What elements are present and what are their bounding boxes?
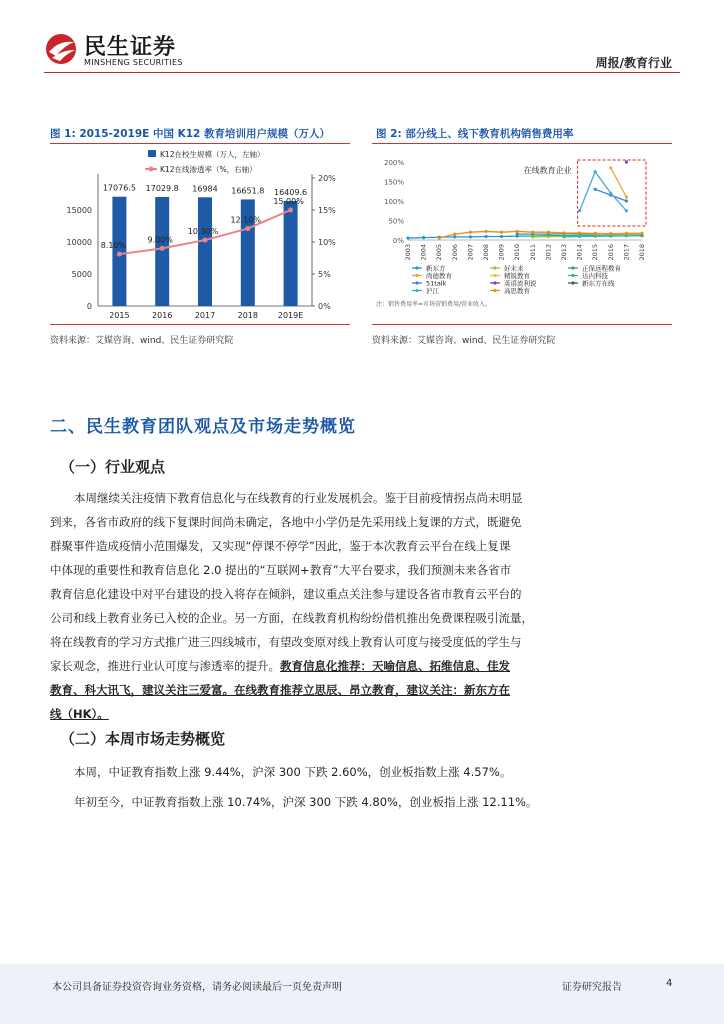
logo-subtext: MINSHENG SECURITIES	[84, 58, 183, 67]
footer-report-type: 证券研究报告	[562, 982, 622, 993]
section-title: 二、民生教育团队观点及市场走势概览	[50, 417, 356, 437]
x-tick-label: 2015	[109, 311, 130, 320]
y-tick-label: 100%	[383, 198, 404, 206]
series-point	[578, 235, 581, 238]
x-tick-label: 2016	[606, 243, 615, 261]
series-point	[484, 235, 487, 238]
fig2-source: 资料来源：艾媒咨询、wind、民生证券研究院	[372, 336, 556, 346]
para-line-mixed	[50, 654, 680, 678]
legend-label: 新东方	[426, 264, 446, 273]
ytd-market-paragraph: 年初至今，中证教育指数上涨 10.74%，沪深 300 下跌 4.80%，创业板指上涨 12.11%。	[74, 795, 538, 809]
legend-line-label: K12在线渗透率（%，右轴）	[160, 165, 257, 174]
brand-logo	[44, 30, 214, 70]
rate-point	[160, 246, 165, 251]
bar-value-label: 16984	[192, 184, 218, 194]
series-point	[594, 235, 597, 238]
legend-line-marker	[149, 167, 154, 172]
series-point	[516, 233, 519, 236]
logo-text: 民生证券	[84, 35, 177, 60]
legend-marker	[493, 281, 496, 284]
x-tick-label: 2017	[194, 311, 216, 320]
series-point	[594, 232, 597, 235]
para-line: 教育信息化建设中对平台建设的投入将存在倾斜，建议重点关注参与建设各省市教育云平台的	[50, 587, 522, 601]
series-point	[578, 231, 581, 234]
series-point	[469, 235, 472, 238]
legend-marker	[571, 281, 574, 284]
rate-value-label: 15.00%	[273, 197, 304, 206]
para-line-bold	[50, 702, 680, 726]
series-point	[453, 233, 456, 236]
y-right-tick-label: 20%	[318, 174, 336, 183]
recommendation-bold: 教育信息化推荐：天喻信息、拓维信息、佳发	[280, 659, 510, 673]
fig2-chart	[372, 146, 672, 322]
rate-point	[245, 226, 250, 231]
para-line: 中体现的重要性和教育信息化 2.0 提出的“互联网+教育”大平台要求，我们预测未来各省市	[50, 563, 512, 577]
series-point	[594, 188, 597, 191]
x-tick-label: 2006	[450, 244, 459, 261]
series-line	[580, 172, 627, 211]
fig2-title: 图 2: 部分线上、线下教育机构销售费用率	[376, 128, 574, 140]
legend-marker	[493, 274, 496, 277]
series-point	[500, 231, 503, 234]
para-line: 群聚事件造成疫情小范围爆发，又实现“停课不停学”因此，鉴于本次教育云平台在线上复课	[50, 539, 511, 553]
x-tick-label: 2018	[638, 244, 646, 261]
bar	[284, 201, 298, 306]
legend-label: 51talk	[426, 279, 447, 288]
series-point	[484, 230, 487, 233]
y-right-tick-label: 5%	[318, 270, 331, 279]
y-left-tick-label: 0	[86, 302, 92, 311]
rate-value-label: 12.10%	[230, 215, 262, 225]
series-point	[406, 236, 409, 239]
x-tick-label: 2009	[497, 244, 506, 261]
bar-value-label: 16409.6	[274, 187, 308, 197]
fig1-source: 资料来源：艾媒咨询、wind、民生证券研究院	[50, 336, 234, 346]
x-tick-label: 2004	[419, 244, 428, 261]
y-right-tick-label: 0%	[318, 302, 331, 311]
series-point	[625, 209, 628, 212]
x-tick-label: 2011	[528, 244, 537, 261]
legend-marker	[415, 274, 418, 277]
para-line: 家长观念，推进行业认可度与渗透率的提升。	[50, 659, 280, 673]
footer-bar	[0, 964, 724, 1024]
rate-value-label: 8.10%	[100, 241, 127, 251]
series-point	[469, 231, 472, 234]
series-point	[625, 196, 628, 199]
industry-view-paragraph	[50, 486, 680, 726]
subsection-title-market: （二）本周市场走势概览	[60, 730, 226, 748]
legend-label: 高思教育	[504, 287, 530, 295]
legend-bar-label: K12在校生规模（万人，左轴）	[160, 150, 265, 159]
series-point	[422, 236, 425, 239]
y-left-tick-label: 15000	[66, 206, 92, 215]
series-point	[640, 232, 643, 235]
header-category: 周报/教育行业	[595, 56, 672, 70]
rate-value-label: 9.00%	[147, 235, 173, 245]
recommendation-bold: 线（HK）。	[50, 707, 109, 721]
page-number: 4	[666, 978, 673, 989]
online-companies-annotation: 在线教育企业	[523, 166, 572, 175]
series-point	[531, 235, 534, 238]
x-tick-label: 2003	[404, 244, 412, 261]
series-point	[547, 231, 550, 234]
series-point	[531, 231, 534, 234]
x-tick-label: 2005	[435, 244, 444, 261]
x-tick-label: 2010	[513, 244, 522, 261]
series-point	[625, 199, 628, 202]
legend-label: 正保远程教育	[582, 264, 621, 273]
series-point	[609, 166, 612, 169]
series-point	[500, 235, 503, 238]
x-tick-label: 2007	[466, 244, 475, 261]
legend-marker	[493, 289, 496, 292]
x-tick-label: 2017	[622, 244, 631, 261]
header-rule	[44, 72, 680, 73]
series-point	[609, 192, 612, 195]
y-tick-label: 150%	[383, 178, 404, 187]
legend-label: 英语流利说	[504, 279, 537, 288]
series-point	[609, 232, 612, 235]
bar	[198, 197, 212, 306]
bar	[155, 197, 169, 306]
y-left-tick-label: 10000	[66, 238, 92, 247]
x-tick-label: 2014	[575, 244, 584, 261]
recommendation-bold: 教育、科大讯飞，建议关注三爱富。在线教育推荐立思辰、昂立教育，建议关注：新东方在	[50, 683, 510, 697]
legend-label: 精锐教育	[504, 272, 530, 280]
x-tick-label: 2019E	[277, 311, 304, 320]
bar	[112, 197, 126, 306]
y-tick-label: 0%	[392, 237, 404, 245]
series-point	[625, 160, 628, 163]
bar-value-label: 16651.8	[231, 186, 265, 196]
legend-label: 沪江	[426, 287, 439, 295]
legend-marker	[415, 289, 418, 292]
x-tick-label: 2015	[591, 244, 600, 261]
subsection-title-views: （一）行业观点	[60, 458, 166, 476]
legend-label: 新东方在线	[582, 279, 615, 288]
legend-label: 尚德教育	[426, 272, 452, 280]
x-tick-label: 2013	[560, 244, 568, 261]
series-point	[453, 235, 456, 238]
series-point	[438, 236, 441, 239]
weekly-market-paragraph: 本周，中证教育指数上涨 9.44%，沪深 300 下跌 2.60%，创业板指数上涨 4.57%。	[74, 765, 512, 779]
para-line: 本周继续关注疫情下教育信息化与在线教育的行业发展机会。鉴于目前疫情拐点尚未明显	[74, 491, 523, 505]
para-line: 将在线教育的学习方式推广进三四线城市，有望改变原对线上教育认可度与接受度低的学生与	[50, 635, 522, 649]
series-point	[578, 209, 581, 212]
legend-marker	[571, 274, 574, 277]
legend-marker	[415, 266, 418, 269]
x-tick-label: 2012	[544, 244, 553, 261]
footer-disclaimer[interactable]: 本公司具备证券投资咨询业务资格，请务必阅读最后一页免责声明	[52, 982, 342, 993]
legend-marker	[493, 266, 496, 269]
fig1-chart	[50, 146, 350, 322]
bar-value-label: 17076.5	[102, 183, 136, 193]
legend-label: 好未来	[504, 264, 524, 273]
y-right-tick-label: 10%	[318, 238, 336, 247]
para-line-bold	[50, 678, 680, 702]
series-point	[562, 235, 565, 238]
fig1-title: 图 1: 2015-2019E 中国 K12 教育培训用户规模（万人）	[50, 128, 331, 140]
legend-bar-swatch	[148, 150, 156, 157]
y-tick-label: 200%	[383, 159, 404, 167]
series-line	[611, 168, 627, 197]
rate-point	[203, 238, 208, 243]
series-point	[625, 232, 628, 235]
legend-marker	[415, 281, 418, 284]
rate-value-label: 10.30%	[187, 227, 219, 237]
para-line: 到来，各省市政府的线下复课时间尚未确定，各地中小学仍是先采用线上复课的方式，既避免	[50, 515, 522, 529]
bar-value-label: 17029.8	[145, 184, 179, 194]
logo-mark-icon	[44, 32, 78, 66]
rate-point	[117, 252, 122, 257]
series-point	[594, 170, 597, 173]
legend-marker	[571, 266, 574, 269]
series-point	[562, 231, 565, 234]
chart-note: 注：销售费用率=市场营销费用/营业收入。	[376, 301, 492, 308]
y-right-tick-label: 15%	[318, 206, 336, 215]
x-tick-label: 2008	[482, 244, 490, 261]
x-tick-label: 2016	[152, 311, 173, 320]
rate-point	[288, 208, 293, 213]
series-point	[516, 230, 519, 233]
para-line: 公司和线上教育业务已入校的企业。另一方面，在线教育机构纷纷借机推出免费课程吸引流量，	[50, 611, 533, 625]
y-tick-label: 50%	[388, 217, 404, 226]
legend-label: 达内科技	[582, 272, 608, 280]
x-tick-label: 2018	[237, 311, 258, 320]
y-left-tick-label: 5000	[71, 270, 92, 279]
